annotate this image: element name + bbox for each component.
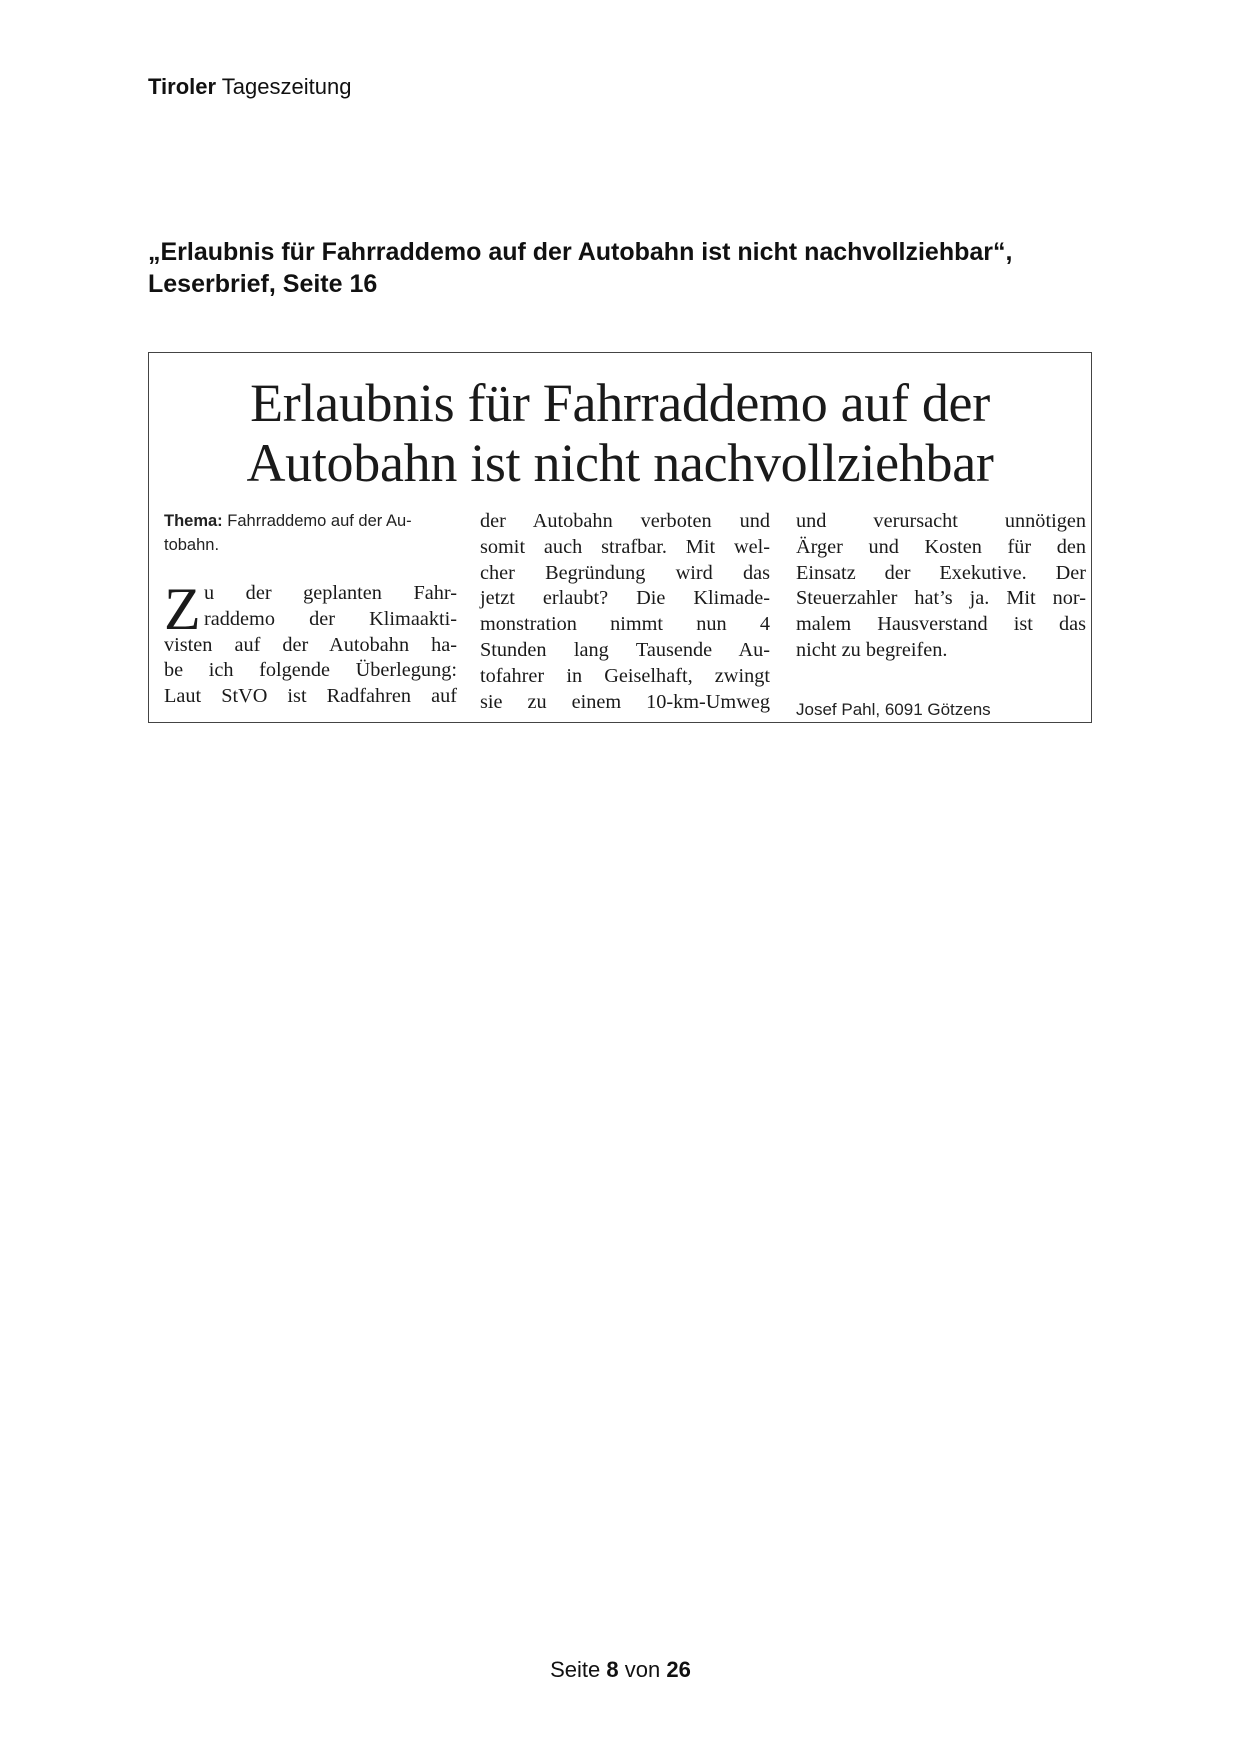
letter-author: Josef Pahl, 6091 Götzens — [796, 699, 991, 719]
footer-middle: von — [624, 1657, 661, 1682]
thema-first-row — [164, 509, 457, 533]
col2-line: jetzt erlaubt? Die Klimade- — [480, 587, 770, 610]
clipping-headline-line2: Autobahn ist nicht nachvollziehbar — [246, 433, 994, 493]
col2-line: Stunden lang Tausende Au- — [480, 638, 770, 661]
publication-name-bold: Tiroler — [148, 74, 217, 99]
col3-line: malem Hausverstand ist das — [796, 613, 1086, 636]
article-column-3 — [796, 509, 1086, 722]
publication-name-rest: Tageszeitung — [221, 74, 352, 99]
document-title-line2: Leserbrief, Seite 16 — [148, 270, 378, 298]
col2-line: somit auch strafbar. Mit wel- — [480, 535, 770, 558]
col1-line: Laut StVO ist Radfahren auf — [164, 685, 457, 708]
col2-line: der Autobahn verboten und — [480, 510, 770, 532]
col1-line: be ich folgende Überlegung: — [164, 659, 457, 682]
thema-text-2: tobahn. — [164, 536, 220, 554]
article-column-1 — [164, 509, 457, 710]
col3-line: Einsatz der Exekutive. Der — [796, 561, 1086, 584]
col3-line: Steuerzahler hat’s ja. Mit nor- — [796, 587, 1086, 610]
page-footer — [0, 1657, 1241, 1683]
col2-line: monstration nimmt nun 4 — [480, 613, 770, 636]
footer-prefix: Seite — [550, 1657, 601, 1682]
footer-page-number: 8 — [606, 1657, 619, 1682]
col1-line: raddemo der Klimaakti- — [204, 607, 457, 630]
col2-line: sie zu einem 10-km-Umweg — [480, 690, 770, 713]
col1-line: visten auf der Autobahn ha- — [164, 633, 457, 656]
document-title — [148, 236, 1108, 300]
clipping-headline — [149, 373, 1091, 493]
thema-label: Thema: — [164, 512, 223, 530]
newspaper-clipping — [148, 352, 1092, 723]
col2-line: cher Begründung wird das — [480, 561, 770, 584]
footer-total-pages: 26 — [666, 1657, 691, 1682]
article-column-2 — [480, 509, 770, 715]
col3-line: Ärger und Kosten für den — [796, 535, 1086, 558]
col3-line: und verursacht unnötigen — [796, 510, 1086, 532]
col1-line: u der geplanten Fahr- — [204, 582, 457, 604]
col3-line: nicht zu begreifen. — [796, 638, 948, 661]
drop-cap: Z — [164, 576, 201, 642]
article-body-start — [164, 576, 457, 710]
thema-line — [164, 509, 457, 557]
publication-header — [148, 74, 351, 100]
thema-text-1: Fahrraddemo auf der Au- — [227, 512, 412, 530]
document-title-line1: „Erlaubnis für Fahrraddemo auf der Autobahn ist nicht nachvollziehbar“, — [148, 238, 1013, 266]
clipping-headline-line1: Erlaubnis für Fahrraddemo auf der — [250, 373, 990, 433]
col2-line: tofahrer in Geiselhaft, zwingt — [480, 664, 770, 687]
